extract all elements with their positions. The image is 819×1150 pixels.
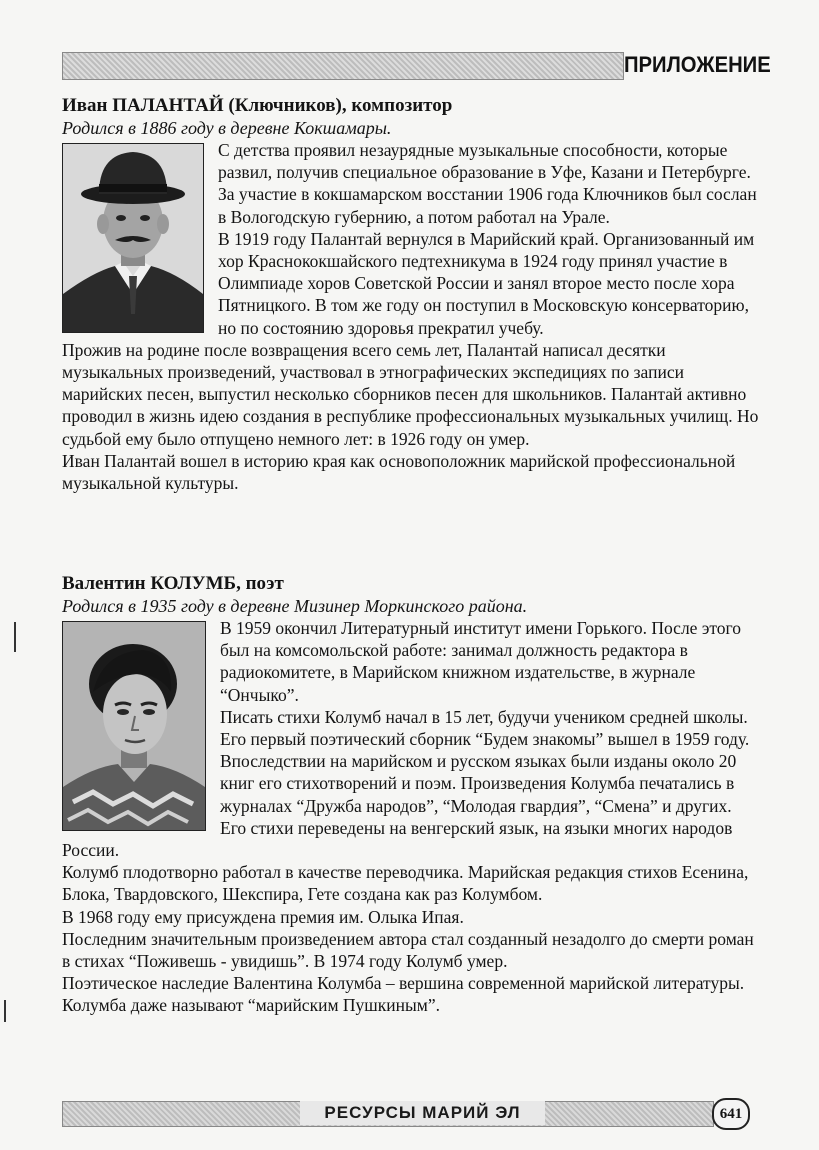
scan-margin-mark <box>14 622 16 652</box>
footer-title: РЕСУРСЫ МАРИЙ ЭЛ <box>300 1101 545 1125</box>
bio-paragraph: В 1959 окончил Литературный институт имени Горького. После этого был на комсомольской работе: занимал должность редактора в радиокомитете, в Марийском книжном издательстве, в журнале “Ончыко”. <box>220 618 741 705</box>
bio-paragraph: В 1968 году ему присуждена премия им. Олыка Ипая. <box>62 906 464 927</box>
person-entry-palantai <box>62 94 762 494</box>
portrait-young-man-icon <box>62 621 206 831</box>
header-band <box>62 52 624 80</box>
person-entry-kolumb <box>62 572 762 1017</box>
page-number: 641 <box>712 1098 750 1130</box>
person-birth: Родился в 1886 году в деревне Кокшамары. <box>62 118 392 138</box>
bio-paragraph: Иван Палантай вошел в историю края как основоположник марийской профессиональной музыкальной культуры. <box>62 450 736 494</box>
section-title: ПРИЛОЖЕНИЕ <box>624 52 771 77</box>
portrait-man-in-hat-icon <box>62 143 204 333</box>
person-bio <box>62 139 762 494</box>
bio-paragraph: Колумб плодотворно работал в качестве переводчика. Марийская редакция стихов Есенина, Блока, Твардовского, Шекспира, Гете создана как раз Колумбом. <box>62 862 749 905</box>
person-name: Иван ПАЛАНТАЙ (Ключников), композитор <box>62 95 453 116</box>
bio-paragraph: Последним значительным произведением автора стал созданный незадолго до смерти роман в стихах “Поживешь - увидишь”. В 1974 году Колумб умер. <box>62 928 754 972</box>
bio-paragraph: С детства проявил незаурядные музыкальные способности, которые развил, получив специальное образование в Уфе, Казани и Петербурге. За участие в кокшамарском восстании 1906 года Ключников был сослан в Вологодскую губернию, а потом работал на Урале. <box>218 140 757 227</box>
bio-paragraph: Прожив на родине после возвращения всего семь лет, Палантай написал десятки музыкальных произведений, участвовал в этнографических экспедициях по записи марийских песен, выпустил несколько сборников песен для школьников. Палантай активно проводил в жизнь идею создания в республике профессиональных музыкальных училищ. Но судьбой ему было отпущено немного лет: в 1926 году он умер. <box>62 339 759 449</box>
bio-paragraph: В 1919 году Палантай вернулся в Марийский край. Организованный им хор Краснококшайского педтехникума в 1924 году принял участие в Олимпиаде хоров Советской России и занял второе место после хора Пятницкого. В том же году он поступил в Московскую консерваторию, но по состоянию здоровья прекратил учебу. <box>218 228 755 338</box>
person-birth: Родился в 1935 году в деревне Мизинер Моркинского района. <box>62 596 528 616</box>
person-bio <box>62 617 762 1017</box>
person-name: Валентин КОЛУМБ, поэт <box>62 573 284 594</box>
bio-paragraph: Писать стихи Колумб начал в 15 лет, будучи учеником средней школы. Его первый поэтический сборник “Будем знакомы” вышел в 1959 году. Впоследствии на марийском и русском языках были изданы около 20 книг его стихотворений и поэм. Произведения Колумба печатались в журналах “Дружба народов”, “Молодая гвардия”, “Смена” и других. Его стихи переведены на венгерский язык, на языки многих народов России. <box>62 706 750 861</box>
scan-margin-mark <box>4 1000 6 1022</box>
bio-paragraph: Поэтическое наследие Валентина Колумба – вершина современной марийской литературы. Колумба даже называют “марийским Пушкиным”. <box>62 973 745 1016</box>
